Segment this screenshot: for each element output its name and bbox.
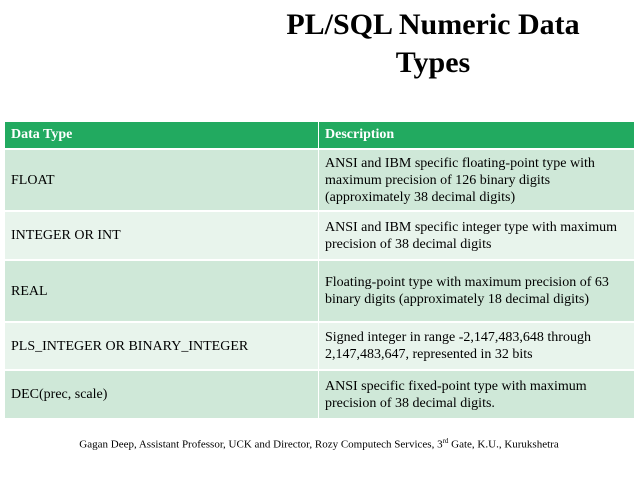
data-type-cell: INTEGER OR INT	[5, 211, 319, 260]
table-header-row	[5, 122, 635, 150]
header-data-type: Data Type	[5, 122, 319, 150]
table-row	[5, 260, 635, 322]
footer-text-before: Gagan Deep, Assistant Professor, UCK and Director, Rozy Computech Services, 3	[79, 438, 443, 451]
description-cell: ANSI specific fixed-point type with maximum precision of 38 decimal digits.	[319, 370, 635, 419]
header-description: Description	[319, 122, 635, 150]
data-type-cell: REAL	[5, 260, 319, 322]
data-type-cell: PLS_INTEGER OR BINARY_INTEGER	[5, 322, 319, 370]
slide-footer	[0, 437, 638, 451]
footer-superscript: rd	[442, 437, 449, 445]
table-row	[5, 322, 635, 370]
description-cell: Floating-point type with maximum precision of 63 binary digits (approximately 18 decimal digits)	[319, 260, 635, 322]
description-cell: Signed integer in range -2,147,483,648 through 2,147,483,647, represented in 32 bits	[319, 322, 635, 370]
description-cell: ANSI and IBM specific floating-point type with maximum precision of 126 binary digits (approximately 38 decimal digits)	[319, 149, 635, 211]
table-row	[5, 149, 635, 211]
data-type-cell: DEC(prec, scale)	[5, 370, 319, 419]
description-cell: ANSI and IBM specific integer type with maximum precision of 38 decimal digits	[319, 211, 635, 260]
table-row	[5, 370, 635, 419]
slide-title-line-2: Types	[395, 46, 471, 79]
slide-title	[240, 6, 626, 82]
slide-title-line-1: PL/SQL Numeric Data	[286, 8, 580, 41]
data-type-cell: FLOAT	[5, 149, 319, 211]
footer-text-after: Gate, K.U., Kurukshetra	[448, 438, 559, 451]
table-row	[5, 211, 635, 260]
numeric-data-types-table	[4, 121, 635, 419]
